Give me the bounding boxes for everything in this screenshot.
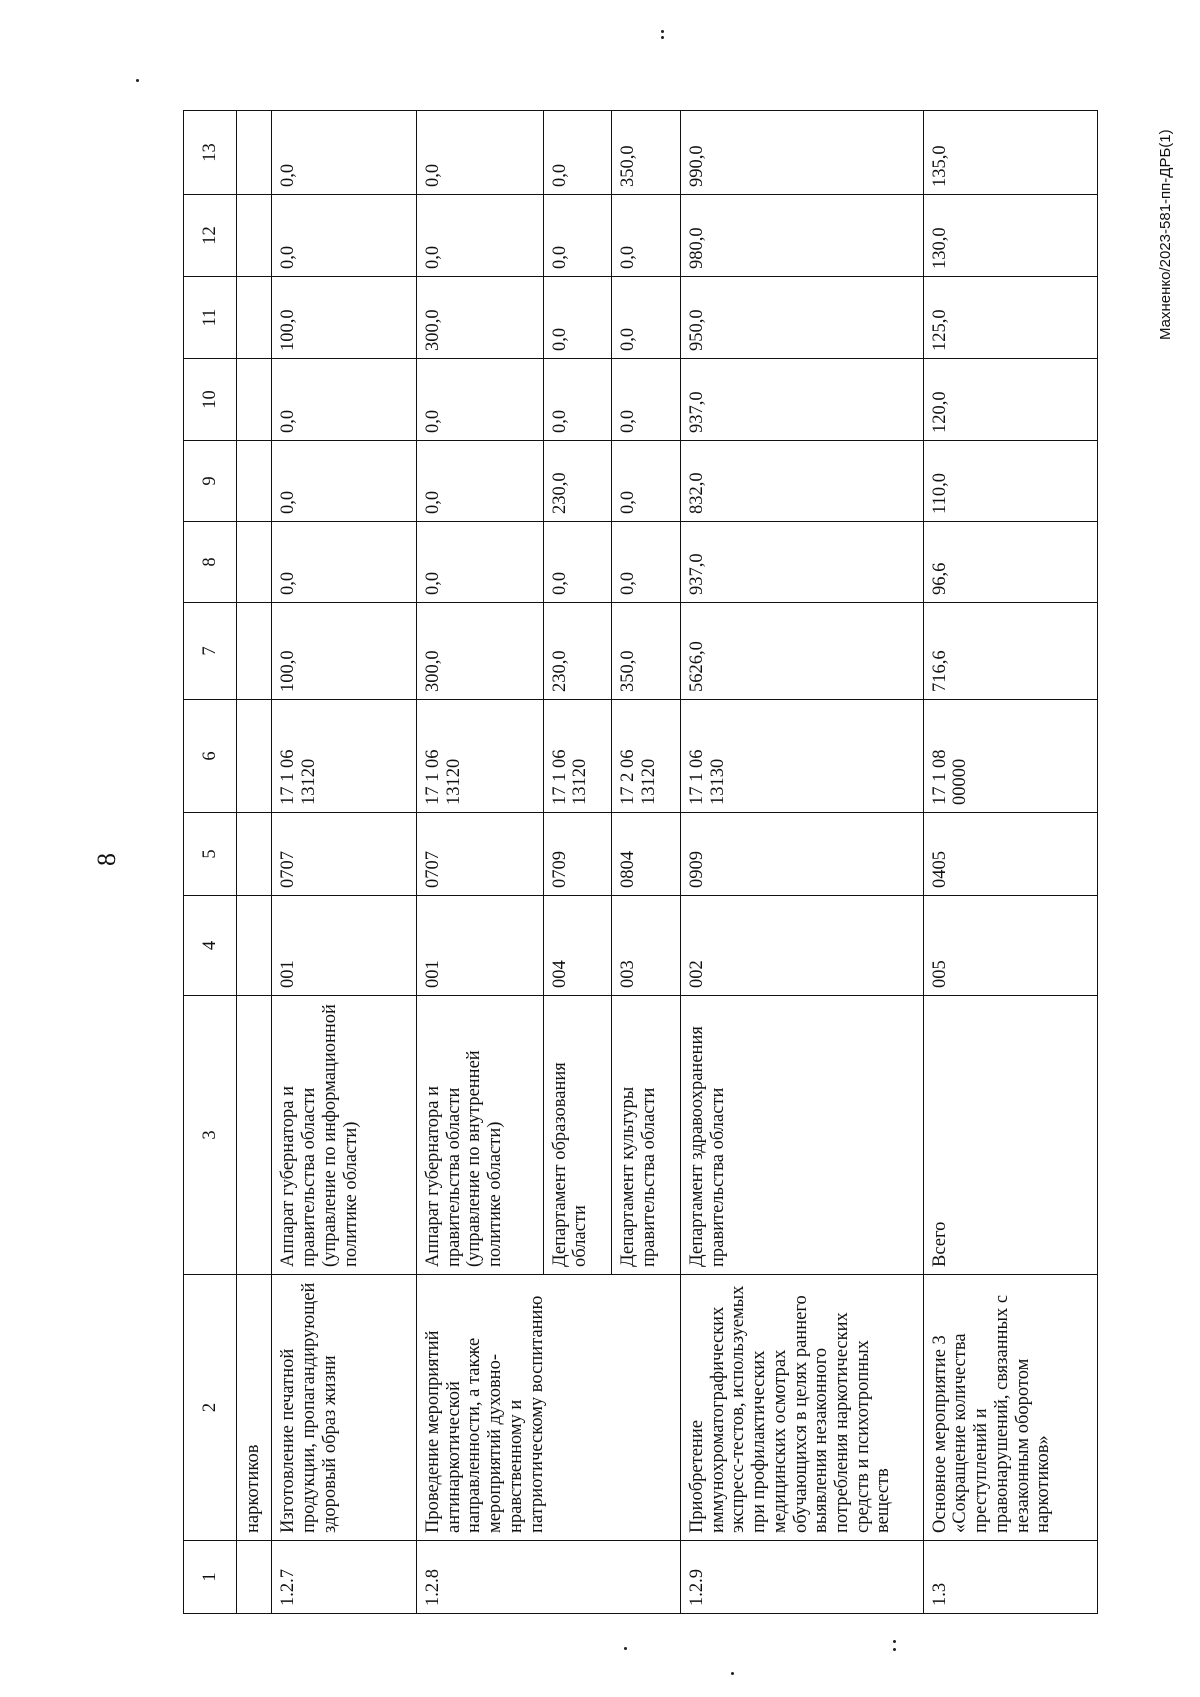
csr-code: 17 1 08 00000 xyxy=(923,700,1097,813)
rzpr-code: 0707 xyxy=(417,813,544,896)
activity-name: Основное мероприятие 3 «Сокращение количества преступлений и правонарушений, связанных с незаконным оборотом наркотиков» xyxy=(923,1275,1097,1541)
csr-code: 17 2 06 13120 xyxy=(612,700,681,813)
executor: Аппарат губернатора и правительства области (управление по внутренней политике области) xyxy=(417,996,544,1275)
year-value: 0,0 xyxy=(417,359,544,441)
continuation-text: наркотиков xyxy=(236,1275,272,1541)
activity-name: Приобретение иммунохроматографических экспресс-тестов, используемых при профилактических медицинских осмотрах обучающихся в целях раннего выявления незаконного потребления наркотических средств и психотропных веществ xyxy=(680,1275,923,1541)
column-number-row xyxy=(184,111,237,1614)
column-header: 7 xyxy=(184,603,237,700)
rzpr-code: 0709 xyxy=(543,813,612,896)
continuation-row xyxy=(236,111,272,1614)
column-header: 10 xyxy=(184,359,237,441)
column-header: 1 xyxy=(184,1541,237,1614)
year-value: 0,0 xyxy=(417,441,544,522)
total-value: 300,0 xyxy=(417,603,544,700)
year-value: 832,0 xyxy=(680,441,923,522)
grbs-code: 001 xyxy=(272,896,417,996)
year-value: 96,6 xyxy=(923,522,1097,603)
grbs-code: 005 xyxy=(923,896,1097,996)
year-value: 937,0 xyxy=(680,522,923,603)
year-value: 0,0 xyxy=(612,522,681,603)
table-cell xyxy=(236,1541,272,1614)
column-header: 8 xyxy=(184,522,237,603)
grbs-code: 004 xyxy=(543,896,612,996)
year-value: 990,0 xyxy=(680,111,923,195)
grbs-code: 002 xyxy=(680,896,923,996)
column-header: 11 xyxy=(184,277,237,359)
column-header: 6 xyxy=(184,700,237,813)
total-value: 5626,0 xyxy=(680,603,923,700)
total-value: 716,6 xyxy=(923,603,1097,700)
year-value: 110,0 xyxy=(923,441,1097,522)
year-value: 0,0 xyxy=(272,359,417,441)
table-cell xyxy=(236,441,272,522)
executor: Аппарат губернатора и правительства области (управление по информационной политике области) xyxy=(272,996,417,1275)
year-value: 125,0 xyxy=(923,277,1097,359)
scan-speck xyxy=(893,1640,896,1643)
document-reference: Махненко/2023-581-пп-ДРБ(1) xyxy=(1157,129,1174,340)
column-header: 5 xyxy=(184,813,237,896)
rzpr-code: 0707 xyxy=(272,813,417,896)
scan-speck xyxy=(893,1648,896,1651)
executor: Всего xyxy=(923,996,1097,1275)
column-header: 13 xyxy=(184,111,237,195)
csr-code: 17 1 06 13120 xyxy=(272,700,417,813)
rzpr-code: 0909 xyxy=(680,813,923,896)
year-value: 0,0 xyxy=(543,522,612,603)
table-row xyxy=(680,111,923,1614)
scan-speck xyxy=(624,1647,627,1650)
page-number: 8 xyxy=(92,853,121,866)
scan-speck xyxy=(731,1672,734,1675)
year-value: 0,0 xyxy=(543,111,612,195)
column-header: 2 xyxy=(184,1275,237,1541)
year-value: 0,0 xyxy=(417,522,544,603)
year-value: 130,0 xyxy=(923,195,1097,277)
year-value: 0,0 xyxy=(612,441,681,522)
table-cell xyxy=(236,896,272,996)
scan-speck xyxy=(136,79,139,82)
year-value: 0,0 xyxy=(543,277,612,359)
total-value: 100,0 xyxy=(272,603,417,700)
table-cell xyxy=(236,277,272,359)
year-value: 937,0 xyxy=(680,359,923,441)
csr-code: 17 1 06 13130 xyxy=(680,700,923,813)
table-cell xyxy=(236,522,272,603)
year-value: 300,0 xyxy=(417,277,544,359)
table-row xyxy=(272,111,417,1614)
table-row xyxy=(923,111,1097,1614)
table-row xyxy=(417,111,544,1614)
row-id: 1.2.7 xyxy=(272,1541,417,1614)
year-value: 0,0 xyxy=(272,111,417,195)
grbs-code: 001 xyxy=(417,896,544,996)
year-value: 0,0 xyxy=(417,111,544,195)
row-id: 1.3 xyxy=(923,1541,1097,1614)
executor: Департамент культуры правительства области xyxy=(612,996,681,1275)
executor: Департамент здравоохранения правительства области xyxy=(680,996,923,1275)
year-value: 0,0 xyxy=(272,522,417,603)
column-header: 4 xyxy=(184,896,237,996)
year-value: 0,0 xyxy=(272,441,417,522)
row-id: 1.2.9 xyxy=(680,1541,923,1614)
year-value: 350,0 xyxy=(612,111,681,195)
activity-name: Проведение мероприятий антинаркотической направленности, а также мероприятий духовно-нравственному и патриотическому воспитанию xyxy=(417,1275,681,1541)
column-header: 12 xyxy=(184,195,237,277)
row-id: 1.2.8 xyxy=(417,1541,681,1614)
total-value: 350,0 xyxy=(612,603,681,700)
year-value: 100,0 xyxy=(272,277,417,359)
scan-speck xyxy=(661,36,664,39)
table-cell xyxy=(236,195,272,277)
executor: Департамент образования области xyxy=(543,996,612,1275)
program-activities-table xyxy=(183,110,1098,1614)
rotated-table-container xyxy=(183,111,1098,1614)
year-value: 980,0 xyxy=(680,195,923,277)
table-cell xyxy=(236,359,272,441)
year-value: 0,0 xyxy=(272,195,417,277)
year-value: 0,0 xyxy=(612,359,681,441)
year-value: 0,0 xyxy=(543,359,612,441)
activity-name: Изготовление печатной продукции, пропагандирующей здоровый образ жизни xyxy=(272,1275,417,1541)
column-header: 9 xyxy=(184,441,237,522)
table-cell xyxy=(236,996,272,1275)
csr-code: 17 1 06 13120 xyxy=(543,700,612,813)
year-value: 950,0 xyxy=(680,277,923,359)
scan-speck xyxy=(661,30,664,33)
table-cell xyxy=(236,813,272,896)
table-cell xyxy=(236,700,272,813)
total-value: 230,0 xyxy=(543,603,612,700)
csr-code: 17 1 06 13120 xyxy=(417,700,544,813)
year-value: 135,0 xyxy=(923,111,1097,195)
year-value: 0,0 xyxy=(543,195,612,277)
rzpr-code: 0405 xyxy=(923,813,1097,896)
year-value: 0,0 xyxy=(417,195,544,277)
year-value: 120,0 xyxy=(923,359,1097,441)
year-value: 230,0 xyxy=(543,441,612,522)
table-cell xyxy=(236,111,272,195)
column-header: 3 xyxy=(184,996,237,1275)
table-cell xyxy=(236,603,272,700)
year-value: 0,0 xyxy=(612,277,681,359)
grbs-code: 003 xyxy=(612,896,681,996)
rzpr-code: 0804 xyxy=(612,813,681,896)
year-value: 0,0 xyxy=(612,195,681,277)
